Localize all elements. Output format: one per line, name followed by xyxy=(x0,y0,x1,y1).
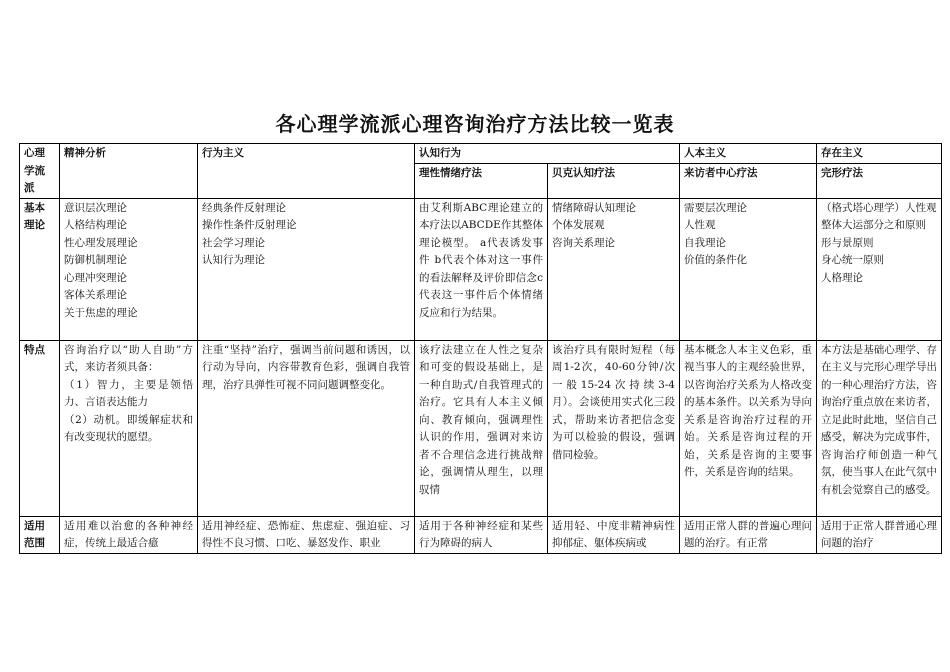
table-row xyxy=(20,198,942,340)
list-item: 防御机制理论 xyxy=(64,254,127,266)
list-item: 人性观 xyxy=(684,219,716,231)
theory-beck xyxy=(548,198,680,340)
header-behaviorism: 行为主义 xyxy=(198,144,415,199)
list-item: 心理冲突理论 xyxy=(64,271,127,284)
theory-psychoanalysis xyxy=(60,198,198,340)
scope-gestalt xyxy=(817,516,942,553)
cell-text: 咨询治疗以“助人自助”方式，来访者须具备： xyxy=(64,343,193,373)
scope-psychoanalysis xyxy=(60,516,198,553)
header-cognitive: 认知行为 xyxy=(415,144,680,164)
features-behaviorism xyxy=(198,340,415,516)
row-label-scope: 适用范围 xyxy=(20,516,60,553)
list-item: 咨询关系理论 xyxy=(552,236,615,249)
cell-text: 基本概念人本主义色彩，重视当事人的主观经验世界，以咨询治疗关系为人格改变的基本条件。以关系为导向关系是咨询治疗过程的开始。关系是咨询过程的开始，关系是咨询的主要事件，关系是咨询的结果。 xyxy=(684,343,812,478)
cell-text: 适用正常人群的普遍心理问题的治疗。有正常 xyxy=(684,519,812,549)
scope-client-centered xyxy=(680,516,817,553)
cell-text: 适用于各种神经症和某些行为障碍的病人 xyxy=(419,519,543,549)
cell-text: 由艾利斯ABC理论建立的本疗法以ABCDE作其整体理论模型。 a代表诱发事件 b代表个体对这一事件的看法解释及评价即信念c代表这一事件后个体情绪反应和行为结果。 xyxy=(419,201,543,319)
page-title: 各心理学流派心理咨询治疗方法比较一览表 xyxy=(275,112,675,136)
list-item: 意识层次理论 xyxy=(64,201,127,214)
list-item: 经典条件反射理论 xyxy=(202,201,286,214)
table-row xyxy=(20,516,942,553)
comparison-table xyxy=(19,143,942,554)
cell-text: 适用难以治愈的各种神经症，传统上最适合癔 xyxy=(64,519,193,549)
list-item: 个体发展观 xyxy=(552,219,605,231)
cell-text: 注重“坚持”治疗，强调当前问题和诱因，以行动为导向，内容带教育色彩，强调自我管理，治疗具弹性可视不同问题调整变化。 xyxy=(202,343,410,391)
row-label-features: 特点 xyxy=(20,340,60,516)
list-item: 客体关系理论 xyxy=(64,289,127,301)
header-beck: 贝克认知疗法 xyxy=(548,163,680,198)
features-ret xyxy=(415,340,548,516)
list-item: 人格结构理论 xyxy=(64,219,127,231)
theory-gestalt xyxy=(817,198,942,340)
theory-ret xyxy=(415,198,548,340)
cell-text: 本方法是基础心理学、存在主义与完形心理学导出的一种心理治疗方法，咨询治疗重点放在来访者，立足此时此地，坚信自己感受，解决为完成事件，咨询治疗师创造一种气氛，使当事人在此气氛中有机会觉察自己的感受。 xyxy=(821,343,937,496)
theory-behaviorism xyxy=(198,198,415,340)
list-item: 关于焦虑的理论 xyxy=(64,306,138,319)
list-item: 整体大运部分之和原则 xyxy=(821,219,926,231)
cell-text: 适用于正常人群普通心理问题的治疗 xyxy=(821,519,937,549)
corner-header: 心理学流派 xyxy=(20,144,60,199)
cell-text: 适用神经症、恐怖症、焦虑症、强迫症、习得性不良习惯、口吃、暴怒发作、职业 xyxy=(202,519,410,549)
header-existential: 存在主义 xyxy=(817,144,942,164)
list-item: 价值的条件化 xyxy=(684,254,747,266)
table-row xyxy=(20,340,942,516)
list-item: 人格理论 xyxy=(821,271,863,284)
theory-client-centered xyxy=(680,198,817,340)
list-item: 认知行为理论 xyxy=(202,254,265,266)
list-item: 需要层次理论 xyxy=(684,201,747,214)
scope-beck xyxy=(548,516,680,553)
scope-ret xyxy=(415,516,548,553)
list-item: 性心理发展理论 xyxy=(64,236,138,249)
header-psychoanalysis: 精神分析 xyxy=(60,144,198,199)
header-gestalt: 完形疗法 xyxy=(817,163,942,198)
cell-text: 适用轻、中度非精神病性抑郁症、躯体疾病或 xyxy=(552,519,675,549)
cell-text: （2）动机。即缓解症状和有改变现状的愿望。 xyxy=(64,413,193,443)
cell-text: （1）智力，主要是领悟力、言语表达能力 xyxy=(64,378,193,408)
list-item: 情绪障碍认知理论 xyxy=(552,201,636,214)
features-psychoanalysis xyxy=(60,340,198,516)
features-gestalt xyxy=(817,340,942,516)
header-humanistic: 人本主义 xyxy=(680,144,817,164)
cell-text: 该治疗具有限时短程（每周1-2次，40-60分钟/次一般15-24次持续3-4月）。会谈使用实式化三段式，帮助来访者把信念变为可以检验的假设，强调借同检验。 xyxy=(552,343,675,461)
list-item: 形与景原则 xyxy=(821,236,874,249)
list-item: （格式塔心理学）人性观 xyxy=(821,201,937,214)
header-client-centered: 来访者中心疗法 xyxy=(680,163,817,198)
scope-behaviorism xyxy=(198,516,415,553)
cell-text: 该疗法建立在人性之复杂和可变的假设基础上，是一种自助式/自我管理式的治疗。它具有人本主义倾向、教育倾向，强调理性认识的作用，强调对来访者不合理信念进行挑战辩论，强调情从理生，以理驭情 xyxy=(419,343,543,496)
row-label-theory: 基本理论 xyxy=(20,198,60,340)
features-client-centered xyxy=(680,340,817,516)
list-item: 操作性条件反射理论 xyxy=(202,219,297,231)
header-ret: 理性情绪疗法 xyxy=(415,163,548,198)
list-item: 身心统一原则 xyxy=(821,254,884,266)
list-item: 自我理论 xyxy=(684,236,726,249)
list-item: 社会学习理论 xyxy=(202,236,265,249)
features-beck xyxy=(548,340,680,516)
